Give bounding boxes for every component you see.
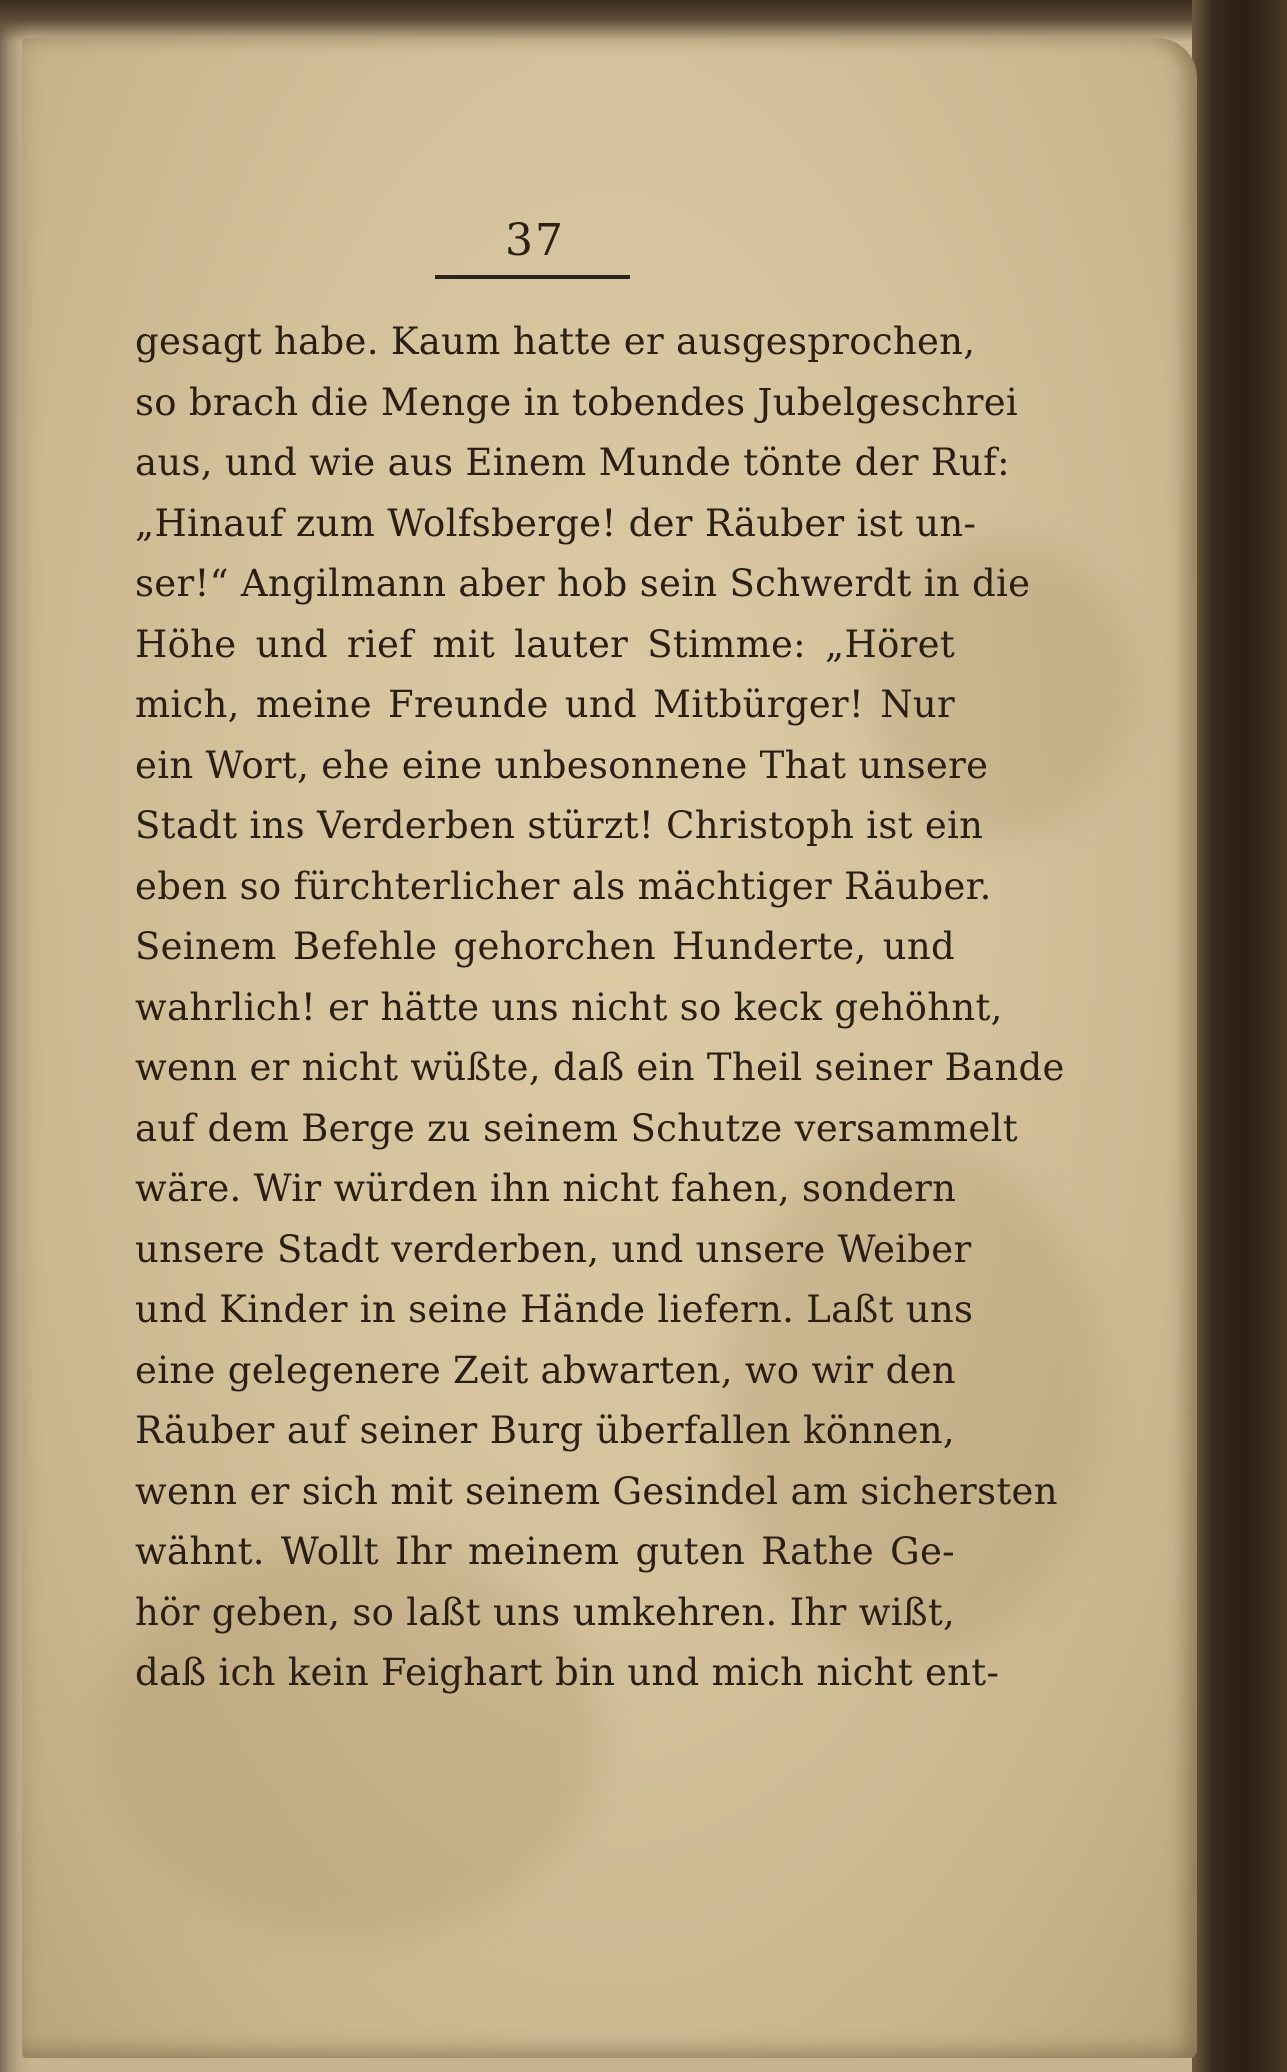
body-text bbox=[135, 312, 1065, 1704]
text-line: unsere Stadt verderben, und unsere Weiber bbox=[135, 1227, 972, 1271]
text-line: wähnt. Wollt Ihr meinem guten Rathe Ge- bbox=[135, 1530, 955, 1573]
text-line: und Kinder in seine Hände liefern. Laßt uns bbox=[135, 1288, 974, 1331]
text-line: ser!“ Angilmann aber hob sein Schwerdt in die bbox=[135, 562, 1031, 605]
text-line: hör geben, so laßt uns umkehren. Ihr wißt, bbox=[135, 1590, 956, 1634]
text-line: so brach die Menge in tobendes Jubelgeschrei bbox=[135, 380, 1019, 424]
book-top-edge bbox=[0, 0, 1287, 42]
text-line: eben so fürchterlicher als mächtiger Räuber. bbox=[135, 864, 992, 908]
text-line: eine gelegenere Zeit abwarten, wo wir den bbox=[135, 1348, 956, 1392]
text-line: daß ich kein Feighart bin und mich nicht ent- bbox=[135, 1651, 1000, 1694]
text-line: Räuber auf seiner Burg überfallen können, bbox=[135, 1409, 955, 1452]
page-number: 37 bbox=[505, 215, 565, 266]
text-line: gesagt habe. Kaum hatte er ausgesprochen, bbox=[135, 320, 976, 363]
text-line: Seinem Befehle gehorchen Hunderte, und bbox=[135, 925, 955, 968]
text-line: wenn er nicht wüßte, daß ein Theil seiner Bande bbox=[135, 1046, 1065, 1089]
text-line: aus, und wie aus Einem Munde tönte der Ruf: bbox=[135, 441, 1010, 484]
book-fore-edge bbox=[1192, 0, 1287, 2072]
text-line: Stadt ins Verderben stürzt! Christoph ist ein bbox=[135, 804, 984, 847]
text-line: auf dem Berge zu seinem Schutze versammelt bbox=[135, 1106, 1018, 1150]
text-line: ein Wort, ehe eine unbesonnene That unsere bbox=[135, 743, 989, 787]
text-line: „Hinauf zum Wolfsberge! der Räuber ist un- bbox=[135, 501, 977, 545]
text-line: wäre. Wir würden ihn nicht fahen, sondern bbox=[135, 1167, 957, 1210]
text-line: mich, meine Freunde und Mitbürger! Nur bbox=[135, 683, 955, 726]
page-number-rule bbox=[435, 275, 630, 279]
text-line: wahrlich! er hätte uns nicht so keck gehöhnt, bbox=[135, 985, 1003, 1029]
text-line: Höhe und rief mit lauter Stimme: „Höret bbox=[135, 622, 955, 666]
text-line: wenn er sich mit seinem Gesindel am sichersten bbox=[135, 1469, 1058, 1513]
